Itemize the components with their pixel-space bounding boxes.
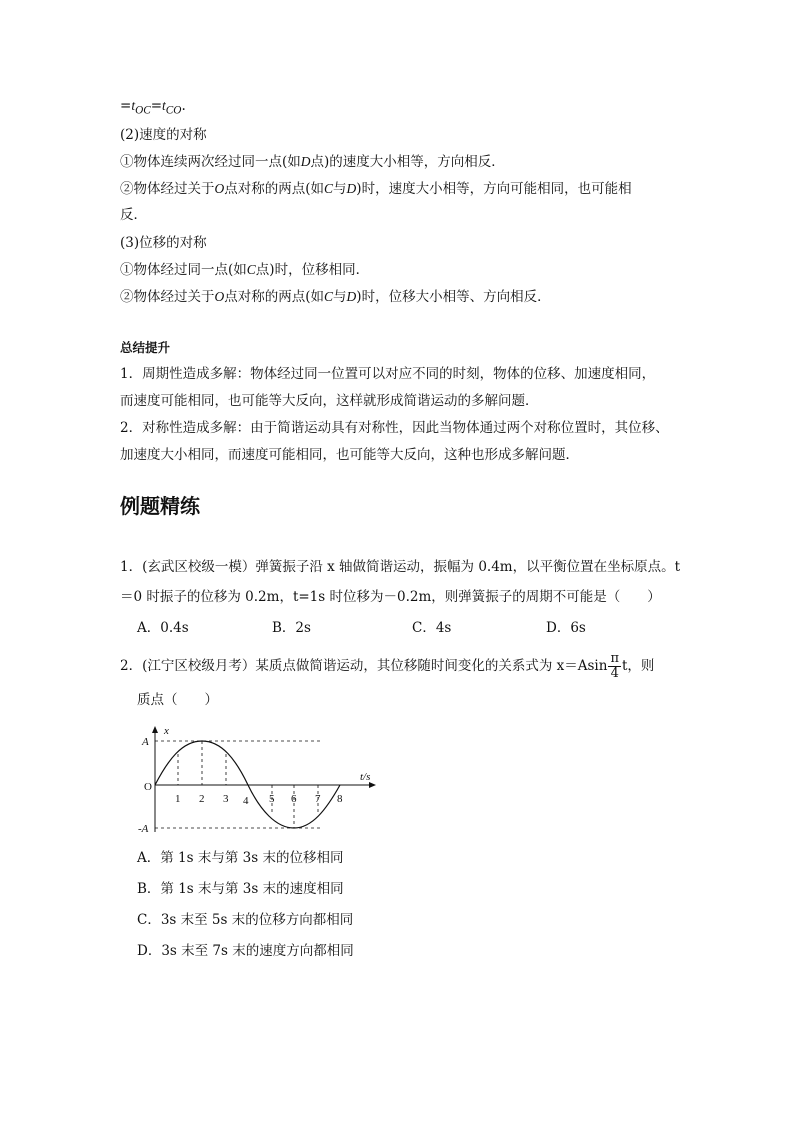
point-label: D [346,289,357,304]
displacement-point-2 [120,287,551,307]
tick-label-4: 4 [243,795,249,807]
text: 点对称的两点(如 [224,289,325,305]
point-label: C [324,289,334,304]
point-label: D [346,181,357,196]
x-axis-label: t/s [360,771,371,783]
point-label: C [246,262,256,277]
summary-p1-line2: 而速度可能相同，也可能等大反向，这样就形成简谐运动的多解问题． [120,393,539,409]
text: )时，位移大小相等、方向相反． [356,289,551,305]
q1-option-c[interactable]: C．4s [412,620,452,636]
text: ②物体经过关于 [120,181,215,197]
q2-option-d[interactable]: D．3s 末至 7s 末的速度方向都相同 [137,943,354,959]
tick-label-7: 7 [315,793,321,805]
time-symbol: t [162,98,166,113]
equals-sign: = [120,98,132,114]
velocity-heading: (2)速度的对称 [120,127,207,143]
subscript-oc: OC [135,104,151,117]
velocity-point-1 [120,152,505,172]
tick-label-2: 2 [199,793,205,805]
sine-wave-graph [130,722,390,842]
q2-option-c[interactable]: C．3s 末至 5s 末的位移方向都相同 [137,912,354,928]
amp-neg-label: -A [138,823,149,835]
summary-p2-line2: 加速度大小相同，而速度可能相同，也可能等大反向，这种也形成多解问题． [120,447,579,463]
text: ①物体经过同一点(如 [120,262,247,278]
point-label: C [324,181,334,196]
origin-label: O [144,781,152,793]
period: . [181,98,186,114]
equals-sign: = [150,98,163,114]
text: 点)时，位移相同． [255,262,370,278]
q1-stem-line2: ＝0 时振子的位移为 0.2m，t=1s 时位移为－0.2m，则弹簧振子的周期不可能是（ ） [120,589,661,605]
q2-stem-text: t，则 [622,658,655,674]
q2-option-a[interactable]: A．第 1s 末与第 3s 末的位移相同 [137,850,344,866]
text: )时，速度大小相等，方向可能相同，也可能相 [356,181,632,197]
displacement-point-1 [120,260,369,280]
pi-over-4-fraction [608,652,621,681]
q2-stem-text: 2．(江宁区校级月考）某质点做简谐运动，其位移随时间变化的关系式为 x＝Asin [120,658,608,674]
summary-title: 总结提升 [120,340,171,355]
summary-p1-line1: 1．周期性造成多解：物体经过同一位置可以对应不同的时刻，物体的位移、加速度相同， [120,366,656,382]
summary-p2-line1: 2．对称性造成多解：由于简谐运动具有对称性，因此当物体通过两个对称位置时，其位移、 [120,420,669,436]
tick-label-3: 3 [223,793,229,805]
text: 与 [333,181,347,197]
q1-option-d[interactable]: D．6s [546,620,586,636]
q1-option-a[interactable]: A．0.4s [137,620,189,636]
section-title: 例题精练 [120,494,200,518]
point-label: O [214,181,225,196]
text: 点)的速度大小相等，方向相反． [310,154,505,170]
text: ①物体连续两次经过同一点(如 [120,154,301,170]
q1-option-b[interactable]: B．2s [272,620,311,636]
q2-option-b[interactable]: B．第 1s 末与第 3s 末的速度相同 [137,881,344,897]
q1-stem-line1: 1．(玄武区校级一模）弹簧振子沿 x 轴做简谐运动，振幅为 0.4m，以平衡位置在坐标原点。t [120,559,681,575]
q2-stem-line2: 质点（ ） [137,692,218,708]
formula-line [120,96,186,121]
fraction-denominator: 4 [610,666,619,681]
fraction-numerator: π [610,651,619,666]
velocity-point-2-cont: 反． [120,207,147,223]
displacement-heading: (3)位移的对称 [120,235,207,251]
tick-label-1: 1 [175,793,181,805]
q2-stem-line1 [120,652,654,681]
point-label: O [214,289,225,304]
amp-pos-label: A [142,736,149,748]
text: ②物体经过关于 [120,289,215,305]
subscript-co: CO [165,104,182,117]
point-label: D [300,154,311,169]
y-axis-label: x [164,725,169,737]
velocity-point-2 [120,179,632,199]
text: 点对称的两点(如 [224,181,325,197]
time-symbol: t [131,98,136,113]
tick-label-8: 8 [337,793,343,805]
tick-label-6: 6 [291,793,297,805]
tick-label-5: 5 [269,793,275,805]
text: 与 [333,289,347,305]
